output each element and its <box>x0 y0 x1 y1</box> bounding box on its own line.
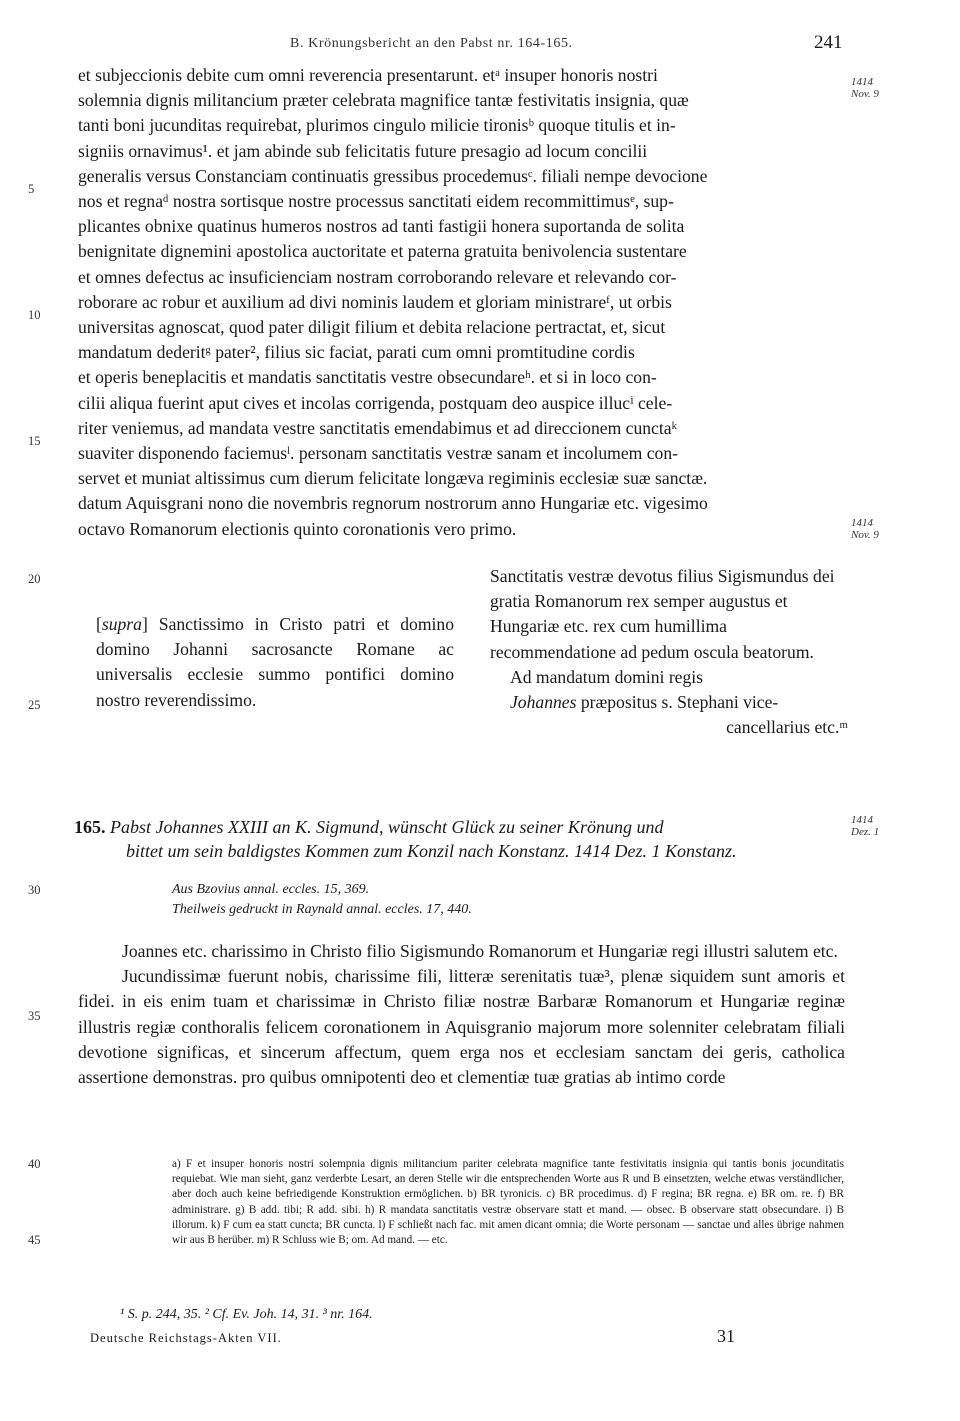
line-number: 15 <box>28 434 41 448</box>
heading-line: Pabst Johannes XXIII an K. Sigmund, wünscht Glück zu seiner Krönung und <box>110 817 664 837</box>
text-line: riter veniemus, ad mandata vestre sanctitatis emendabimus et ad direccionem cunctaᵏ <box>78 417 678 438</box>
margin-date-year: 1414 <box>851 76 873 88</box>
margin-date-day: Nov. 9 <box>851 529 879 541</box>
margin-date-day: Dez. 1 <box>851 826 880 838</box>
chancellor-title-end: cancellarius etc.ᵐ <box>726 717 848 738</box>
margin-date <box>851 517 879 541</box>
running-header: B. Krönungsbericht an den Pabst nr. 164-165. <box>290 36 573 51</box>
text-line: servet et muniat altissimus cum dierum felicitate longæva regiminis ecclesiæ suæ sanctæ. <box>78 468 708 489</box>
document-number: 165. <box>74 817 106 837</box>
line-number: 35 <box>28 1009 41 1023</box>
chancery-mandate: Ad mandatum domini regis <box>510 666 704 687</box>
source-line: Theilweis gedruckt in Raynald annal. eccles. 17, 440. <box>172 902 472 917</box>
text-line: et operis beneplacitis et mandatis sanctitatis vestre obsecundareʰ. et si in loco con- <box>78 367 657 388</box>
critical-apparatus <box>172 1157 844 1248</box>
text-line: signiis ornavimus¹. et jam abinde sub felicitatis future presagio ad locum concilii <box>78 140 648 161</box>
margin-date-year: 1414 <box>851 517 873 529</box>
letter-165-text <box>78 939 845 1090</box>
document-heading <box>74 815 844 863</box>
page-number: 241 <box>814 32 843 53</box>
text-line: nos et regnaᵈ nostra sortisque nostre processus sanctitati eidem recommittimusᵉ, sup- <box>78 191 674 212</box>
line-number: 40 <box>28 1157 41 1171</box>
body-paragraph: Jucundissimæ fuerunt nobis, charissime fili, litteræ serenitatis tuæ³, plenæ siquidem sunt amoris et fidei. in eis enim tuam et charissimæ in Christo filiæ nostræ Barbaræ Romanorum et Hungariæ reginæ illustris regiæ conthoralis felicem coronationem in Aquisgranio majorum more solenniter celebratam filiali devotione significas, et sincerum affectum, quem erga nos et ecclesiam sanctam dei geris, catholica assertione demonstras. pro quibus omnipotenti deo et clementiæ tuæ gratias ab intimo corde <box>78 966 845 1088</box>
text-line: octavo Romanorum electionis quinto coronationis vero primo. <box>78 518 517 539</box>
margin-date-day: Nov. 9 <box>851 88 879 100</box>
address-text: Sanctissimo in Cristo patri et domino domino Johanni sacrosancte Romane ac universalis ecclesie summo pontifici domino nostro reverendissimo. <box>96 614 454 710</box>
line-number: 25 <box>28 698 41 712</box>
heading-line: bittet um sein baldigstes Kommen zum Konzil nach Konstanz. 1414 Dez. 1 Konstanz. <box>126 841 737 861</box>
line-number: 30 <box>28 883 41 897</box>
line-number: 5 <box>28 182 35 196</box>
text-line: datum Aquisgrani nono die novembris regnorum nostrorum anno Hungariæ etc. vigesimo <box>78 493 708 514</box>
text-line: mandatum dederitᵍ pater², filius sic faciat, parati cum omni promtitudine cordis <box>78 342 635 363</box>
line-number: 10 <box>28 308 41 322</box>
salutation-paragraph: Joannes etc. charissimo in Christo filio Sigismundo Romanorum et Hungariæ regi illustri salutem etc. <box>122 941 838 961</box>
signature-block <box>490 564 848 740</box>
text-line: et subjeccionis debite cum omni reverencia presentarunt. etᵃ insuper honoris nostri <box>78 65 658 85</box>
source-note <box>172 880 472 920</box>
text-line: roborare ac robur et auxilium ad divi nominis laudem et gloriam ministrareᶠ, ut orbis <box>78 291 672 312</box>
source-line: Aus Bzovius annal. eccles. 15, 369. <box>172 882 370 897</box>
supra-label: supra <box>101 614 142 634</box>
text-line: et omnes defectus ac insuficienciam nostram corroborando relevare et relevando cor- <box>78 266 677 287</box>
text-line: benignitate dignemini apostolica auctoritate et paterna gratuita benivolencia sustentare <box>78 241 687 262</box>
margin-date <box>851 814 879 838</box>
text-line: generalis versus Constanciam continuatis gressibus procedemusᶜ. filiali nempe devocione <box>78 165 708 186</box>
signature-text: Sanctitatis vestræ devotus filius Sigismundus dei gratia Romanorum rex semper augustus et Hungariæ etc. rex cum humillima recommendatione ad pedum oscula beatorum. <box>490 566 835 662</box>
apparatus-note: a) F et insuper honoris nostri solempnia dignis militancium pariter celebrata magnifice tante festivitatis insignia qui tantis bonis jocunditatis requiebat. Wie man sieht, ganz verderbte Lesart, an deren Stelle wir die entsprechenden Worte aus R und B einsetzten, welche etwas verständlicher, aber doch auch keine befriedigende Konstruktion ermöglichen. b) BR tyronicis. c) BR procedimus. d) F regina; BR regna. e) BR om. re. f) BR administrare. g) B add. tibi; R add. sibi. h) R mandata sanctitatis vestræ observare statt et mand. — obsec. B observare statt obsecundare. i) B illorum. k) F cum ea statt cuncta; BR cuncta. l) F schließt nach fac. mit amen dicant omnia; die Worte personam — sanctae und alles übrige nahmen wir aus B herüber. m) R Schluss wie B; om. Ad mand. — etc. <box>172 1158 844 1247</box>
line-number: 45 <box>28 1233 41 1247</box>
text-line: plicantes obnixe quatinus humeros nostros ad tanti fastigii honera suportanda de solita <box>78 216 685 237</box>
margin-date-year: 1414 <box>851 814 873 826</box>
margin-date <box>851 76 879 100</box>
text-line: cilii aliqua fuerint aput cives et incolas corrigenda, postquam deo auspice illucⁱ cele- <box>78 392 673 413</box>
series-title: Deutsche Reichstags-Akten VII. <box>90 1331 282 1345</box>
line-number: 20 <box>28 572 41 586</box>
chancellor-title: præpositus s. Stephani vice- <box>580 692 779 713</box>
text-line: universitas agnoscat, quod pater diligit filium et debita relacione pertractat, et, sicut <box>78 317 666 338</box>
text-line: tanti boni jucunditas requirebat, plurimos cingulo milicie tironisᵇ quoque titulis et in- <box>78 115 676 136</box>
footnotes: ¹ S. p. 244, 35. ² Cf. Ev. Joh. 14, 31. ³ nr. 164. <box>120 1307 373 1322</box>
text-line: solemnia dignis militancium præter celebrata magnifice tantæ festivitatis insignia, quæ <box>78 90 689 111</box>
signature-number: 31 <box>717 1326 735 1346</box>
address-block: [supra] Sanctissimo in Cristo patri et domino domino Johanni sacrosancte Romane ac universalis ecclesie summo pontifici domino nostro reverendissimo. <box>96 614 454 710</box>
chancellor-name: Johannes <box>510 692 577 713</box>
text-line: suaviter disponendo faciemusˡ. personam sanctitatis vestræ sanam et incolumem con- <box>78 443 678 464</box>
letter-164-text <box>78 63 845 542</box>
